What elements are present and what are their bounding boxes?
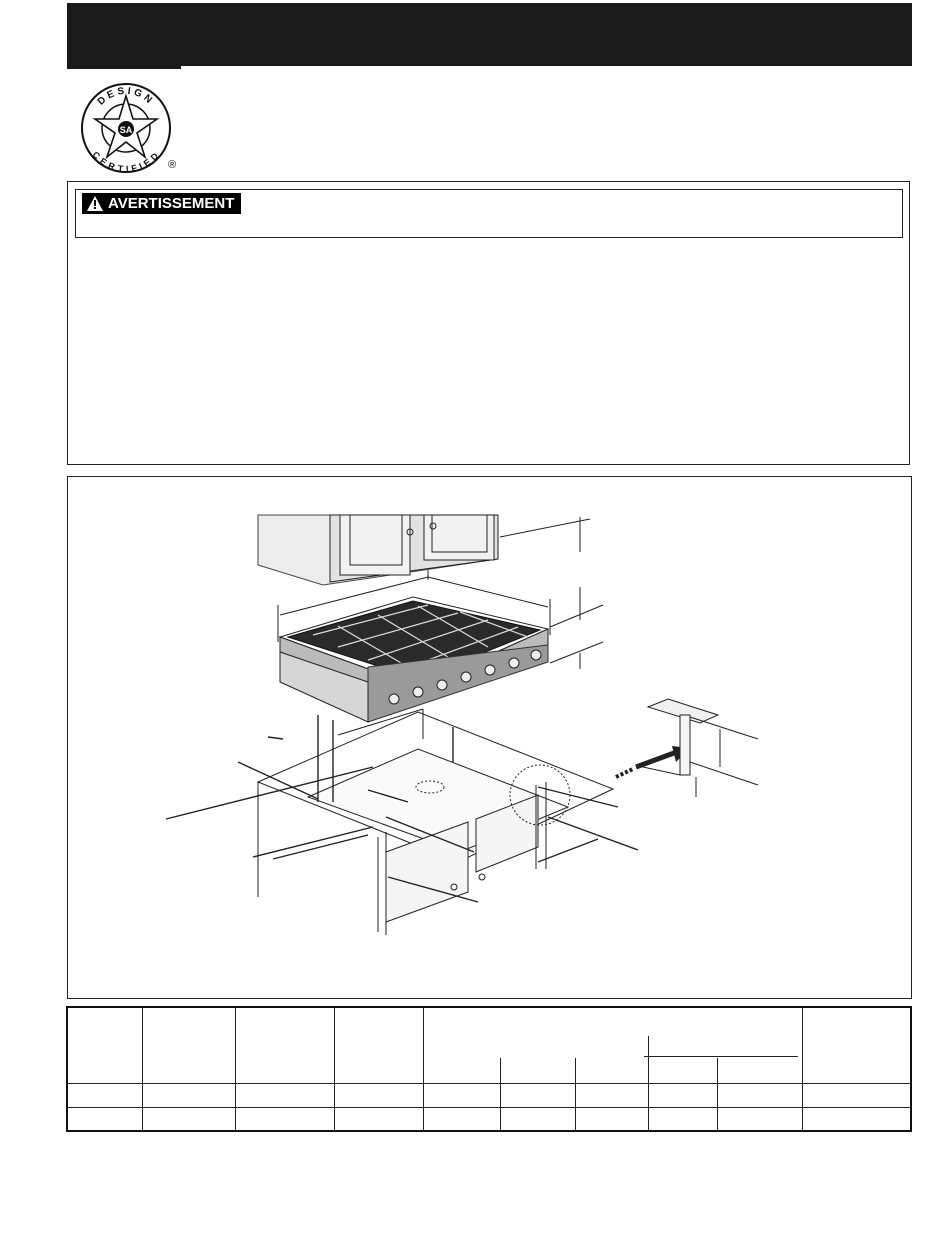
detail-arrow [616, 746, 690, 777]
seal-registered-mark: ® [168, 159, 177, 171]
design-certified-seal [76, 78, 180, 173]
installation-diagram-box [67, 476, 912, 999]
warning-triangle-icon [86, 195, 104, 212]
warning-box [67, 181, 910, 465]
warning-badge [82, 193, 241, 214]
table-subheader-divider [644, 1056, 798, 1057]
warning-label: AVERTISSEMENT [108, 195, 235, 212]
table-column-divider [575, 1058, 576, 1130]
warning-header-box [75, 189, 903, 238]
table-column-divider [142, 1008, 143, 1130]
table-column-divider [500, 1058, 501, 1130]
table-column-divider [235, 1008, 236, 1130]
table-row-divider [68, 1083, 910, 1084]
installation-diagram [68, 477, 911, 998]
table-column-divider [802, 1008, 803, 1130]
spec-table-header [68, 1008, 910, 1084]
table-column-divider [334, 1008, 335, 1130]
page-header-tab [67, 66, 181, 69]
detail-inset [643, 699, 758, 797]
upper-cabinet [258, 515, 498, 585]
cooktop [280, 597, 548, 722]
spec-table [66, 1006, 912, 1132]
table-column-divider [423, 1008, 424, 1130]
table-row-divider [68, 1107, 910, 1108]
page-header-bar [67, 3, 912, 66]
seal-top-text: DESIGN [95, 85, 157, 108]
svg-text:CERTIFIED [90, 150, 161, 173]
seal-center-mark: SA [119, 125, 133, 135]
seal-bottom-text: CERTIFIED [90, 149, 162, 173]
table-column-divider [648, 1036, 649, 1130]
table-column-divider [717, 1058, 718, 1130]
